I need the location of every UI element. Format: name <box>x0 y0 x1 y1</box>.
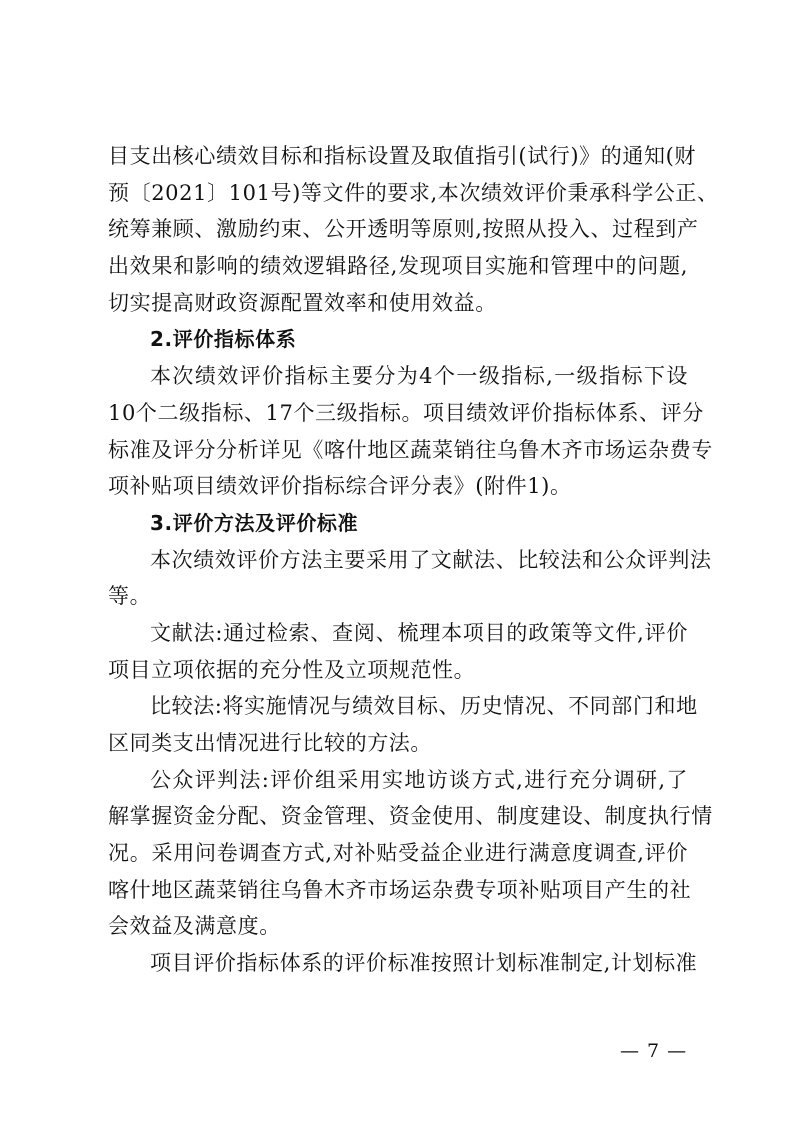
text-line: 项目立项依据的充分性及立项规范性。 <box>108 657 476 682</box>
body-text <box>108 138 719 982</box>
text-line: 预〔2021〕101号)等文件的要求,本次绩效评价秉承科学公正、 <box>108 180 719 205</box>
page-number: — 7 — <box>620 1040 688 1062</box>
text-line: 标准及评分分析详见《喀什地区蔬菜销往乌鲁木齐市场运杂费专 <box>108 437 713 462</box>
text-line: 统筹兼顾、激励约束、公开透明等原则,按照从投入、过程到产 <box>108 217 699 242</box>
text-line: 目支出核心绩效目标和指标设置及取值指引(试行)》的通知(财 <box>108 144 696 168</box>
text-line: 等。 <box>108 584 152 609</box>
text-line: 况。采用问卷调查方式,对补贴受益企业进行满意度调查,评价 <box>108 841 688 866</box>
text-line: 10个二级指标、17个三级指标。项目绩效评价指标体系、评分 <box>108 400 704 425</box>
text-line: 项补贴项目绩效评价指标综合评分表》(附件1)。 <box>108 474 572 499</box>
section-heading-indicator-system: 2.评价指标体系 <box>150 327 297 352</box>
section-heading-evaluation-methods: 3.评价方法及评价标准 <box>150 510 359 535</box>
text-line: 本次绩效评价指标主要分为4个一级指标,一级指标下设 <box>150 364 688 389</box>
text-line: 会效益及满意度。 <box>108 914 281 939</box>
text-line: 文献法:通过检索、查阅、梳理本项目的政策等文件,评价 <box>150 620 688 645</box>
text-line: 比较法:将实施情况与绩效目标、历史情况、不同部门和地 <box>150 694 698 719</box>
text-line: 解掌握资金分配、资金管理、资金使用、制度建设、制度执行情 <box>108 804 713 829</box>
text-line: 项目评价指标体系的评价标准按照计划标准制定,计划标准 <box>150 951 698 976</box>
text-line: 区同类支出情况进行比较的方法。 <box>108 731 432 755</box>
text-line: 切实提高财政资源配置效率和使用效益。 <box>108 290 497 315</box>
text-line: 本次绩效评价方法主要采用了文献法、比较法和公众评判法 <box>150 547 712 572</box>
text-line: 出效果和影响的绩效逻辑路径,发现项目实施和管理中的问题, <box>108 254 688 279</box>
text-line: 公众评判法:评价组采用实地访谈方式,进行充分调研,了 <box>150 767 688 792</box>
text-line: 喀什地区蔬菜销往乌鲁木齐市场运杂费专项补贴项目产生的社 <box>108 877 692 902</box>
